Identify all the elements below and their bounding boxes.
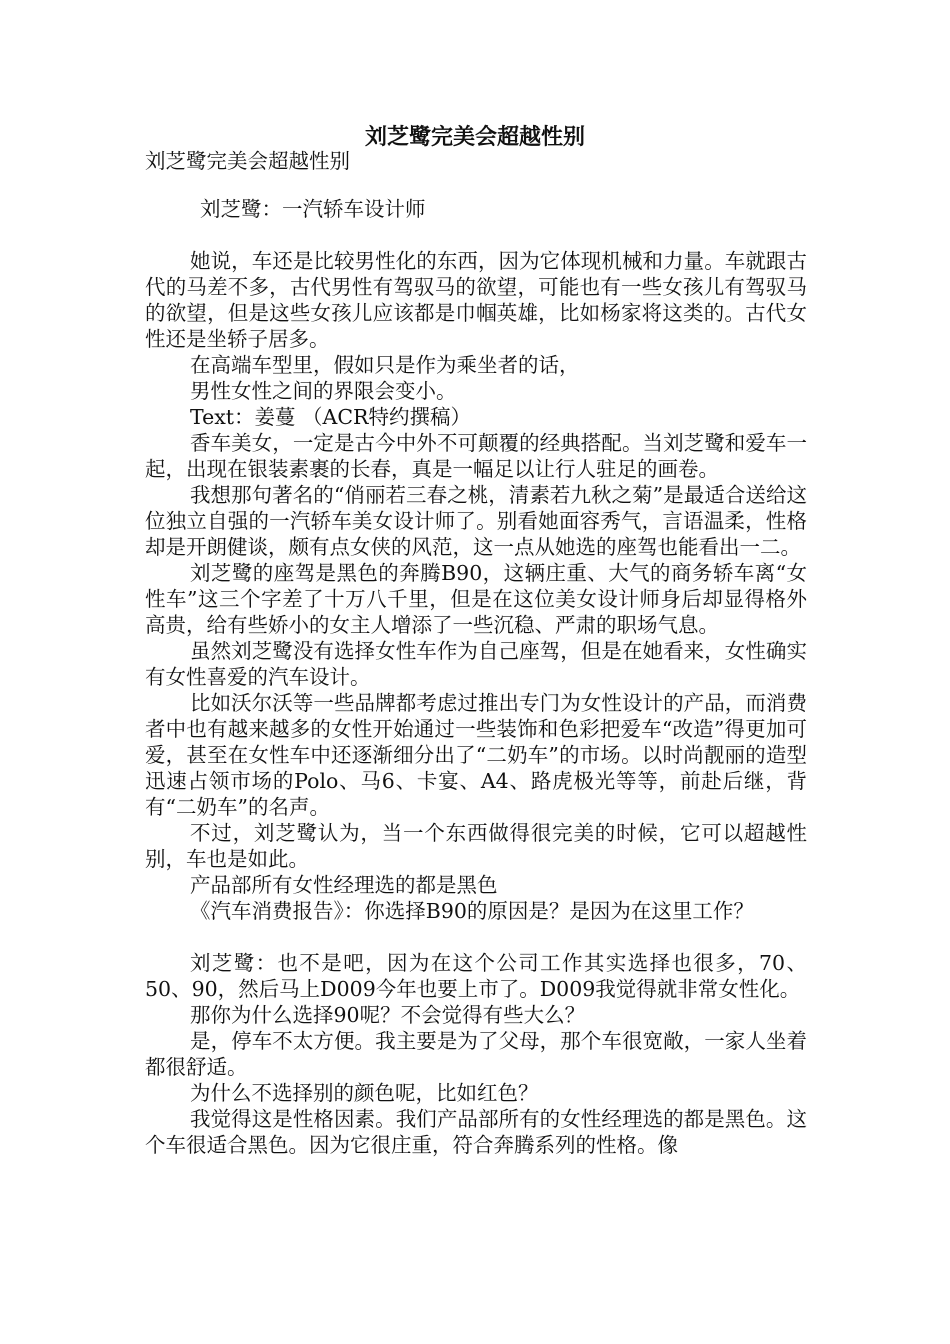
paragraph: 不过，刘芝鹭认为，当一个东西做得很完美的时候，它可以超越性别，车也是如此。: [145, 821, 807, 871]
byline: 刘芝鹭：一汽轿车设计师: [200, 197, 426, 221]
paragraph: 虽然刘芝鹭没有选择女性车作为自己座驾，但是在她看来，女性确实有女性喜爱的汽车设计。: [145, 639, 807, 689]
spacer: [145, 174, 807, 196]
paragraph: 她说，车还是比较男性化的东西，因为它体现机械和力量。车就跟古代的马差不多，古代男性有驾驭马的欲望，可能也有一些女孩儿有驾驭马的欲望，但是这些女孩儿应该都是巾帼英雄，比如杨家将这类的。古代女性还是坐轿子居多。: [145, 249, 807, 351]
interview-question: 那你为什么选择90呢？不会觉得有些大么？: [190, 1003, 586, 1027]
interview-answer: 我觉得这是性格因素。我们产品部所有的女性经理选的都是黑色。这个车很适合黑色。因为它很庄重，符合奔腾系列的性格。像: [145, 1107, 807, 1157]
paragraph: 在高端车型里，假如只是作为乘坐者的话，: [190, 353, 580, 377]
interview-question: 为什么不选择别的颜色呢，比如红色？: [190, 1081, 539, 1105]
author-credit: Text：姜蔓 （ACR特约撰稿）: [190, 405, 471, 429]
interview-answer: 是，停车不太方便。我主要是为了父母，那个车很宽敞，一家人坐着都很舒适。: [145, 1029, 807, 1079]
interview-question: 《汽车消费报告》：你选择B90的原因是？是因为在这里工作？: [190, 899, 754, 923]
paragraph: 比如沃尔沃等一些品牌都考虑过推出专门为女性设计的产品，而消费者中也有越来越多的女性开始通过一些装饰和色彩把爱车“改造”得更加可爱，甚至在女性车中还逐渐细分出了“二奶车”的市场。以时尚靓丽的造型迅速占领市场的Polo、马6、卡宴、A4、路虎极光等等，前赴后继，背有“二奶车”的名声。: [145, 691, 807, 819]
interview-answer: 刘芝鹭：也不是吧，因为在这个公司工作其实选择也很多，70、50、90，然后马上D009今年也要上市了。D009我觉得就非常女性化。: [145, 951, 807, 1001]
section-heading: 产品部所有女性经理选的都是黑色: [190, 873, 498, 897]
paragraph: 男性女性之间的界限会变小。: [190, 379, 457, 403]
paragraph: 刘芝鹭的座驾是黑色的奔腾B90，这辆庄重、大气的商务轿车离“女性车”这三个字差了十万八千里，但是在这位美女设计师身后却显得格外高贵，给有些娇小的女主人增添了一些沉稳、严肃的职场气息。: [145, 561, 807, 637]
document-body: [145, 148, 807, 1158]
spacer: [145, 924, 807, 950]
subtitle-line: 刘芝鹭完美会超越性别: [145, 149, 350, 173]
document-title: 刘芝鹭完美会超越性别: [364, 124, 585, 150]
paragraph: 我想那句著名的“俏丽若三春之桃，清素若九秋之菊”是最适合送给这位独立自强的一汽轿车美女设计师了。别看她面容秀气，言语温柔，性格却是开朗健谈，颇有点女侠的风范，这一点从她选的座驾也能看出一二。: [145, 483, 807, 559]
paragraph: 香车美女，一定是古今中外不可颠覆的经典搭配。当刘芝鹭和爱车一起，出现在银装素裹的长春，真是一幅足以让行人驻足的画卷。: [145, 431, 807, 481]
spacer: [145, 222, 807, 248]
